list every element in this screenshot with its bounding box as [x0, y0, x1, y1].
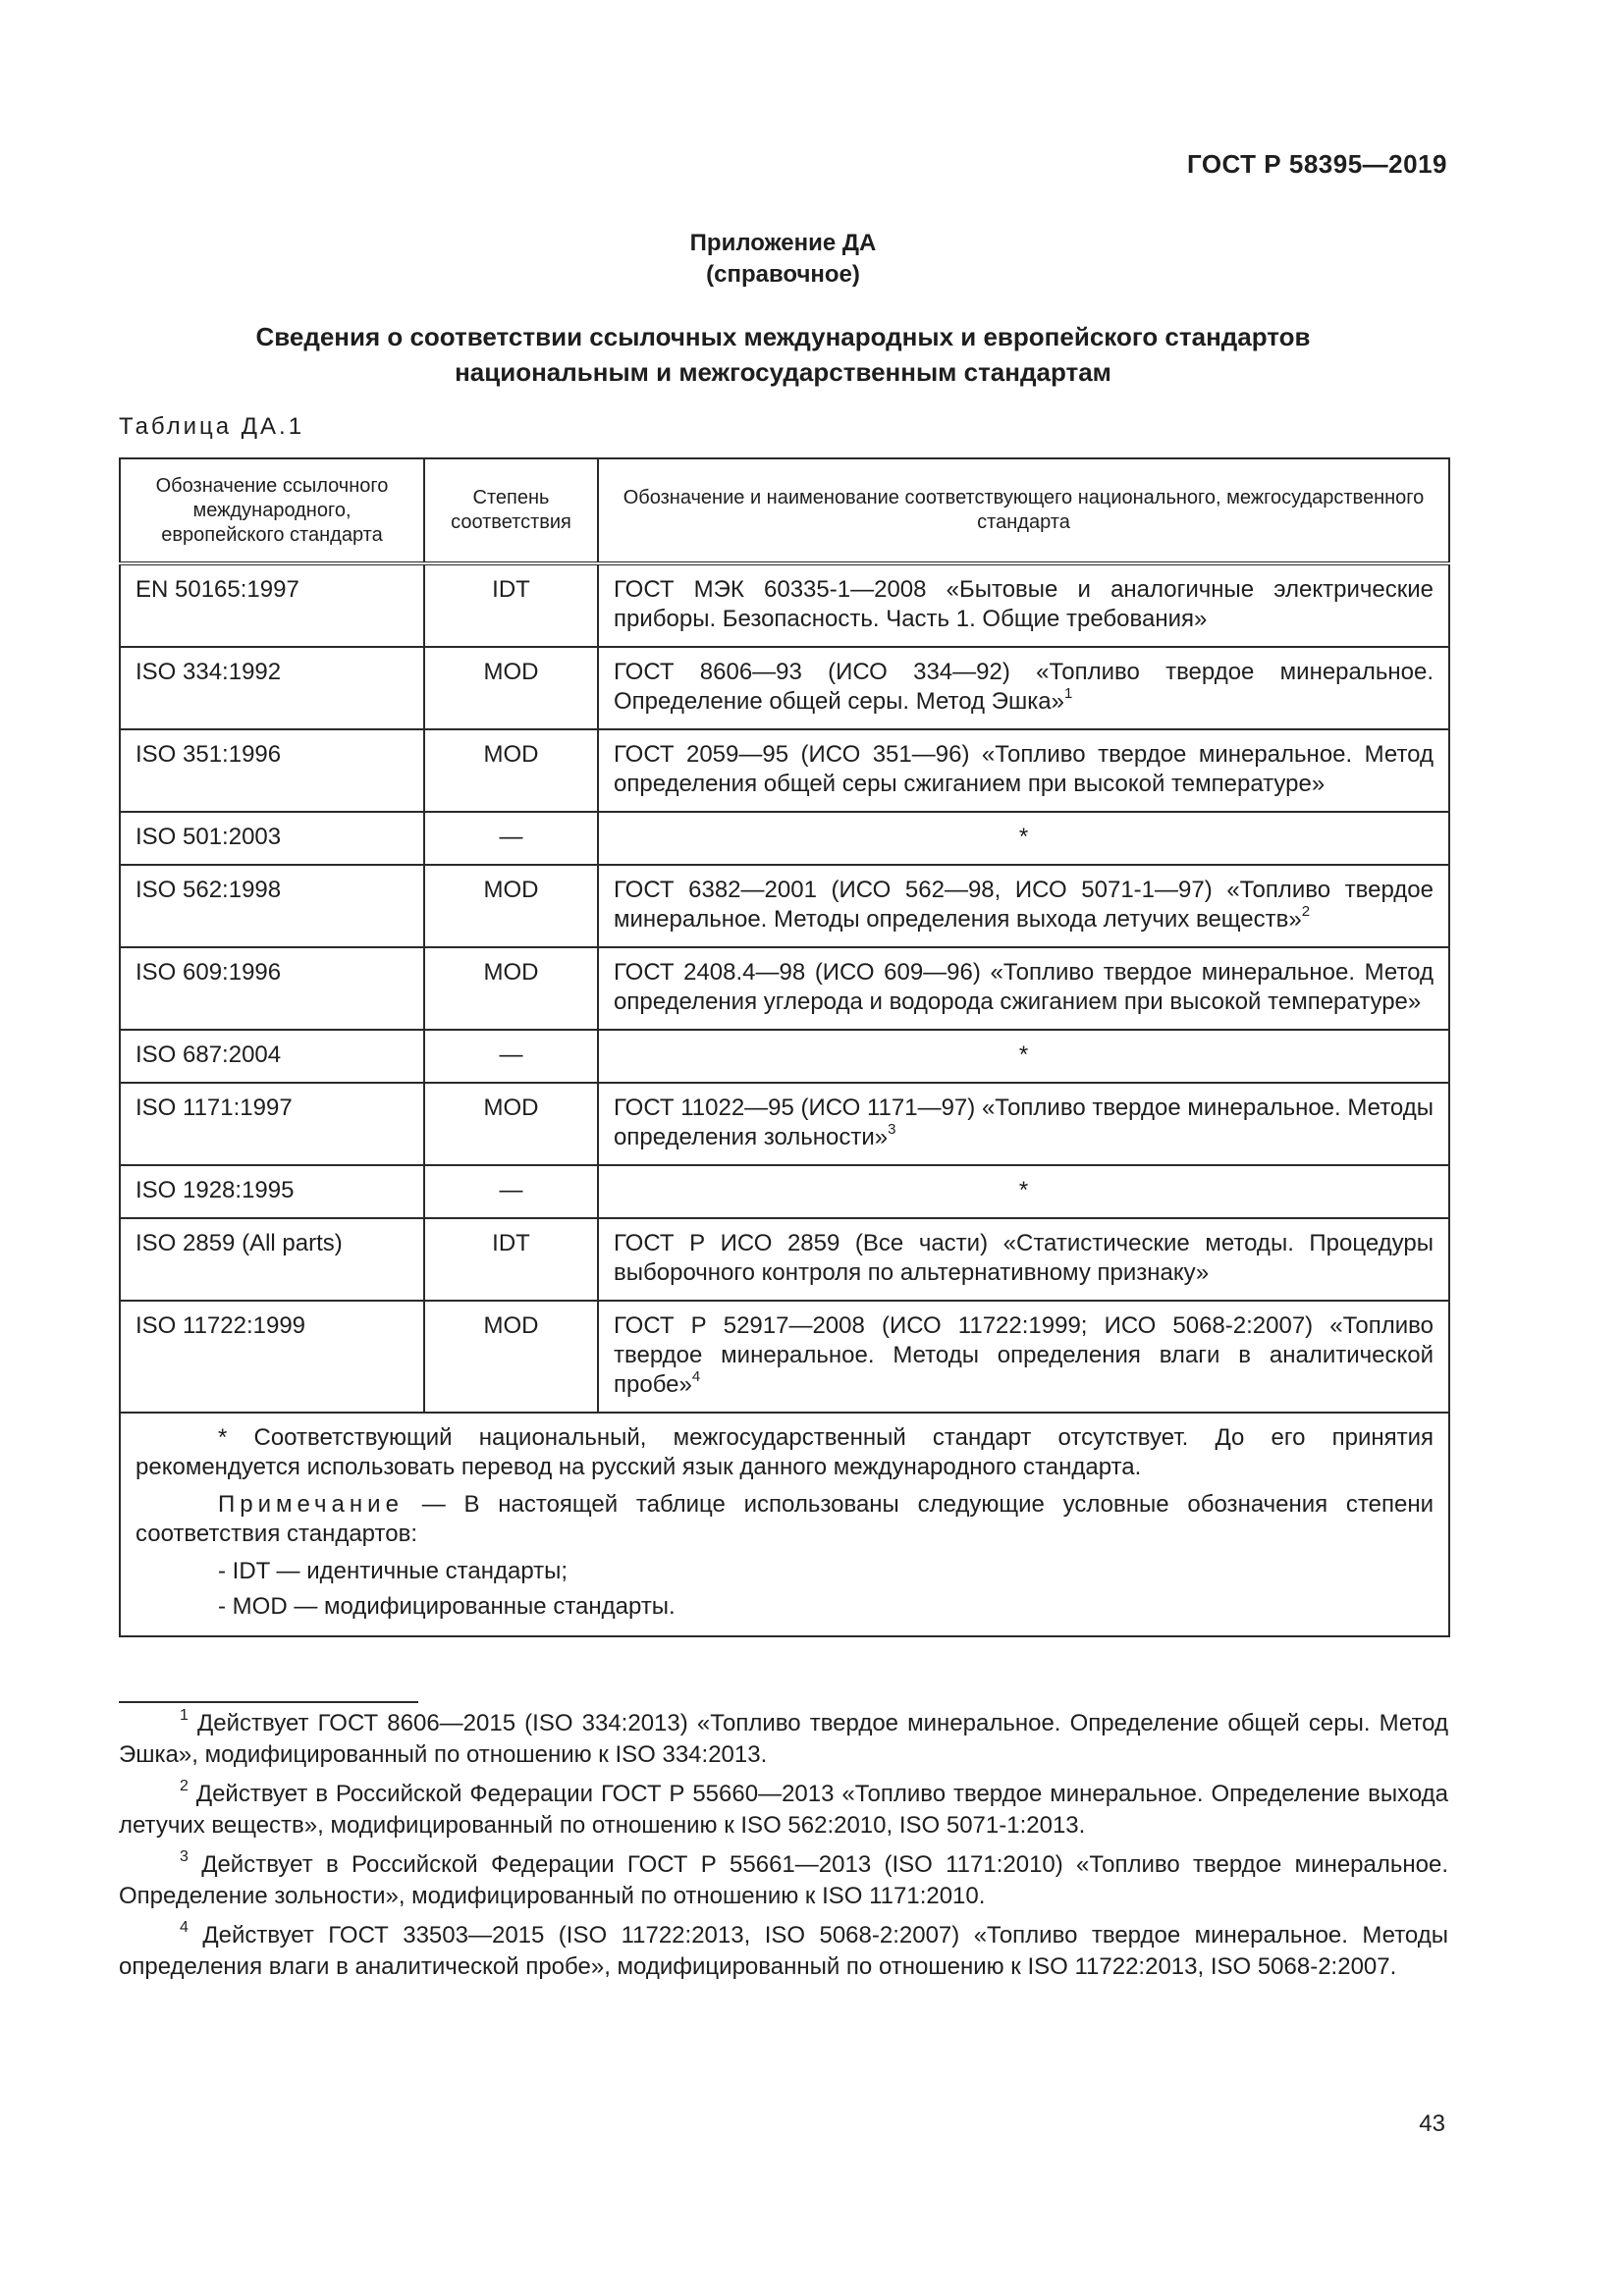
appendix-label: Приложение ДА — [689, 230, 877, 256]
footnote — [119, 1849, 1448, 1912]
footnote-ref: 4 — [691, 1368, 701, 1385]
standards-correspondence-table — [119, 457, 1450, 1637]
table-row — [120, 1030, 1449, 1083]
cell-national-standard — [598, 729, 1449, 812]
cell-national-standard — [598, 1083, 1449, 1165]
notes-row — [120, 1413, 1449, 1636]
appendix-heading — [0, 228, 1566, 291]
header-national-standard: Обозначение и наименование соответствующего национального, межгосударственного стандарта — [598, 458, 1449, 563]
cell-degree: IDT — [424, 563, 598, 647]
asterisk-note: * Соответствующий национальный, межгосударственный стандарт отсутствует. До его принятия рекомендуется использовать перевод на русский язык данного международного стандарта. — [135, 1424, 1434, 1480]
cell-degree: MOD — [424, 947, 598, 1030]
footnote — [119, 1708, 1448, 1771]
cell-degree: MOD — [424, 647, 598, 729]
national-standard-text: ГОСТ 2059—95 (ИСО 351—96) «Топливо твердое минеральное. Метод определения общей серы сжиганием при высокой температуре» — [614, 741, 1434, 797]
footnote-number: 2 — [180, 1778, 189, 1794]
footnote-text: Действует в Российской Федерации ГОСТ Р 55661—2013 (ISO 1171:2010) «Топливо твердое минеральное. Определение зольности», модифицированный по отношению к ISO 1171:2010. — [119, 1851, 1448, 1909]
cell-degree: — — [424, 1030, 598, 1083]
footnote-text: Действует ГОСТ 8606—2015 (ISO 334:2013) «Топливо твердое минеральное. Определение общей серы. Метод Эшка», модифицированный по отношению к ISO 334:2013. — [119, 1710, 1448, 1768]
cell-degree: MOD — [424, 865, 598, 947]
table-row — [120, 1165, 1449, 1218]
table-caption: Таблица ДА.1 — [119, 413, 305, 440]
table-row — [120, 729, 1449, 812]
cell-reference-standard: ISO 501:2003 — [120, 812, 424, 865]
page-number: 43 — [1419, 2110, 1445, 2137]
page-title-line1: Сведения о соответствии ссылочных международных и европейского стандартов — [255, 322, 1311, 351]
cell-degree: MOD — [424, 1083, 598, 1165]
document-code-header: ГОСТ Р 58395—2019 — [1186, 149, 1447, 179]
cell-reference-standard: ISO 11722:1999 — [120, 1301, 424, 1413]
cell-national-standard — [598, 1218, 1449, 1301]
note-text: — В настоящей таблице использованы следующие условные обозначения степени соответствия стандартов: — [135, 1491, 1434, 1547]
table-row — [120, 563, 1449, 647]
cell-degree: MOD — [424, 729, 598, 812]
table-notes — [120, 1413, 1449, 1636]
cell-reference-standard: ISO 1171:1997 — [120, 1083, 424, 1165]
table-row — [120, 865, 1449, 947]
cell-national-standard — [598, 947, 1449, 1030]
national-standard-text: * — [1018, 1177, 1029, 1203]
cell-degree: — — [424, 812, 598, 865]
table-row — [120, 1301, 1449, 1413]
national-standard-text: * — [1018, 1041, 1029, 1068]
page-title — [0, 319, 1566, 390]
footnote-ref: 3 — [888, 1121, 896, 1138]
cell-reference-standard: EN 50165:1997 — [120, 563, 424, 647]
cell-reference-standard: ISO 609:1996 — [120, 947, 424, 1030]
cell-national-standard — [598, 1165, 1449, 1218]
note-label: Примечание — [218, 1491, 404, 1518]
page-title-line2: национальным и межгосударственным стандартам — [455, 357, 1111, 387]
national-standard-text: ГОСТ 8606—93 (ИСО 334—92) «Топливо твердое минеральное. Определение общей серы. Метод Эшка» — [614, 659, 1434, 715]
note-mod: - MOD — модифицированные стандарты. — [218, 1593, 676, 1620]
footnote-number: 3 — [180, 1848, 189, 1865]
cell-degree: IDT — [424, 1218, 598, 1301]
table-body — [120, 563, 1449, 1636]
header-reference-standard: Обозначение ссылочного международного, европейского стандарта — [120, 458, 424, 563]
cell-reference-standard: ISO 562:1998 — [120, 865, 424, 947]
national-standard-text: ГОСТ 2408.4—98 (ИСО 609—96) «Топливо твердое минеральное. Метод определения углерода и водорода сжиганием при высокой температуре» — [614, 959, 1434, 1015]
footnote-divider — [119, 1701, 418, 1703]
table-header-row — [120, 458, 1449, 563]
cell-national-standard — [598, 563, 1449, 647]
table-row — [120, 647, 1449, 729]
table-row — [120, 947, 1449, 1030]
national-standard-text: ГОСТ Р 52917—2008 (ИСО 11722:1999; ИСО 5068-2:2007) «Топливо твердое минеральное. Методы определения влаги в аналитической пробе» — [614, 1312, 1434, 1398]
cell-national-standard — [598, 1301, 1449, 1413]
footnote — [119, 1779, 1448, 1842]
cell-degree: MOD — [424, 1301, 598, 1413]
cell-reference-standard: ISO 687:2004 — [120, 1030, 424, 1083]
note-paragraph — [135, 1490, 1434, 1549]
note-idt: - IDT — идентичные стандарты; — [218, 1558, 568, 1584]
footnote-text: Действует в Российской Федерации ГОСТ Р 55660—2013 «Топливо твердое минеральное. Определение выхода летучих веществ», модифицированный по отношению к ISO 562:2010, ISO 5071-1:2013. — [119, 1781, 1448, 1839]
header-degree: Степень соответствия — [424, 458, 598, 563]
cell-reference-standard: ISO 351:1996 — [120, 729, 424, 812]
cell-reference-standard: ISO 2859 (All parts) — [120, 1218, 424, 1301]
cell-degree: — — [424, 1165, 598, 1218]
cell-national-standard — [598, 812, 1449, 865]
cell-reference-standard: ISO 1928:1995 — [120, 1165, 424, 1218]
national-standard-text: ГОСТ 11022—95 (ИСО 1171—97) «Топливо твердое минеральное. Методы определения зольности» — [614, 1095, 1434, 1150]
national-standard-text: * — [1018, 824, 1029, 850]
footnotes — [119, 1708, 1448, 1991]
footnote-number: 4 — [180, 1919, 189, 1936]
footnote-text: Действует ГОСТ 33503—2015 (ISO 11722:2013, ISO 5068-2:2007) «Топливо твердое минеральное. Методы определения влаги в аналитической пробе», модифицированный по отношению к ISO 11722:2013, ISO 5068-2:2007. — [119, 1922, 1448, 1980]
table-row — [120, 1218, 1449, 1301]
footnote-ref: 2 — [1301, 903, 1311, 920]
cell-national-standard — [598, 647, 1449, 729]
table-row — [120, 812, 1449, 865]
cell-national-standard — [598, 1030, 1449, 1083]
cell-reference-standard: ISO 334:1992 — [120, 647, 424, 729]
appendix-type: (справочное) — [706, 261, 860, 288]
table-row — [120, 1083, 1449, 1165]
national-standard-text: ГОСТ МЭК 60335-1—2008 «Бытовые и аналогичные электрические приборы. Безопасность. Часть 1. Общие требования» — [614, 576, 1434, 632]
national-standard-text: ГОСТ Р ИСО 2859 (Все части) «Статистические методы. Процедуры выборочного контроля по альтернативному признаку» — [614, 1230, 1434, 1286]
footnote-number: 1 — [180, 1707, 189, 1724]
footnote-ref: 1 — [1063, 685, 1073, 702]
footnote — [119, 1920, 1448, 1983]
national-standard-text: ГОСТ 6382—2001 (ИСО 562—98, ИСО 5071-1—97) «Топливо твердое минеральное. Методы определения выхода летучих веществ» — [614, 877, 1434, 933]
cell-national-standard — [598, 865, 1449, 947]
